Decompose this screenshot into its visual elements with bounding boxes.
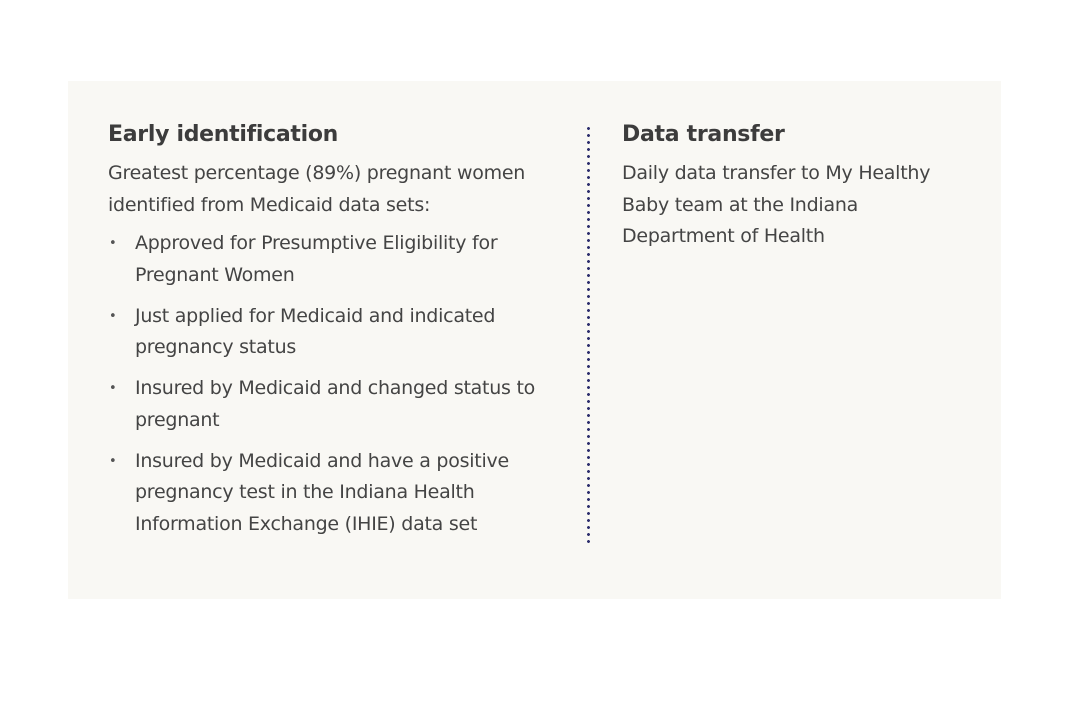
info-card	[68, 81, 1001, 599]
data-transfer-description: Daily data transfer to My Healthy Baby team at the Indiana Department of Health	[622, 162, 931, 247]
list-item: • Insured by Medicaid and changed status to pregnant	[108, 373, 558, 436]
early-identification-column	[108, 119, 558, 550]
early-identification-heading: Early identification	[108, 122, 339, 147]
list-item: • Insured by Medicaid and have a positive pregnancy test in the Indiana Health Information Exchange (IHIE) data set	[108, 446, 558, 541]
list-item: • Approved for Presumptive Eligibility for Pregnant Women	[108, 228, 558, 291]
bullet-icon: •	[109, 453, 117, 469]
bullet-icon: •	[109, 236, 117, 251]
identification-criteria-list	[108, 228, 558, 540]
data-transfer-heading: Data transfer	[622, 122, 785, 147]
dotted-divider	[587, 125, 590, 543]
early-identification-intro: Greatest percentage (89%) pregnant women identified from Medicaid data sets:	[108, 162, 526, 216]
list-item: • Just applied for Medicaid and indicated pregnancy status	[108, 301, 558, 364]
bullet-icon: •	[109, 381, 117, 396]
bullet-icon: •	[109, 308, 117, 324]
data-transfer-column	[622, 119, 972, 253]
